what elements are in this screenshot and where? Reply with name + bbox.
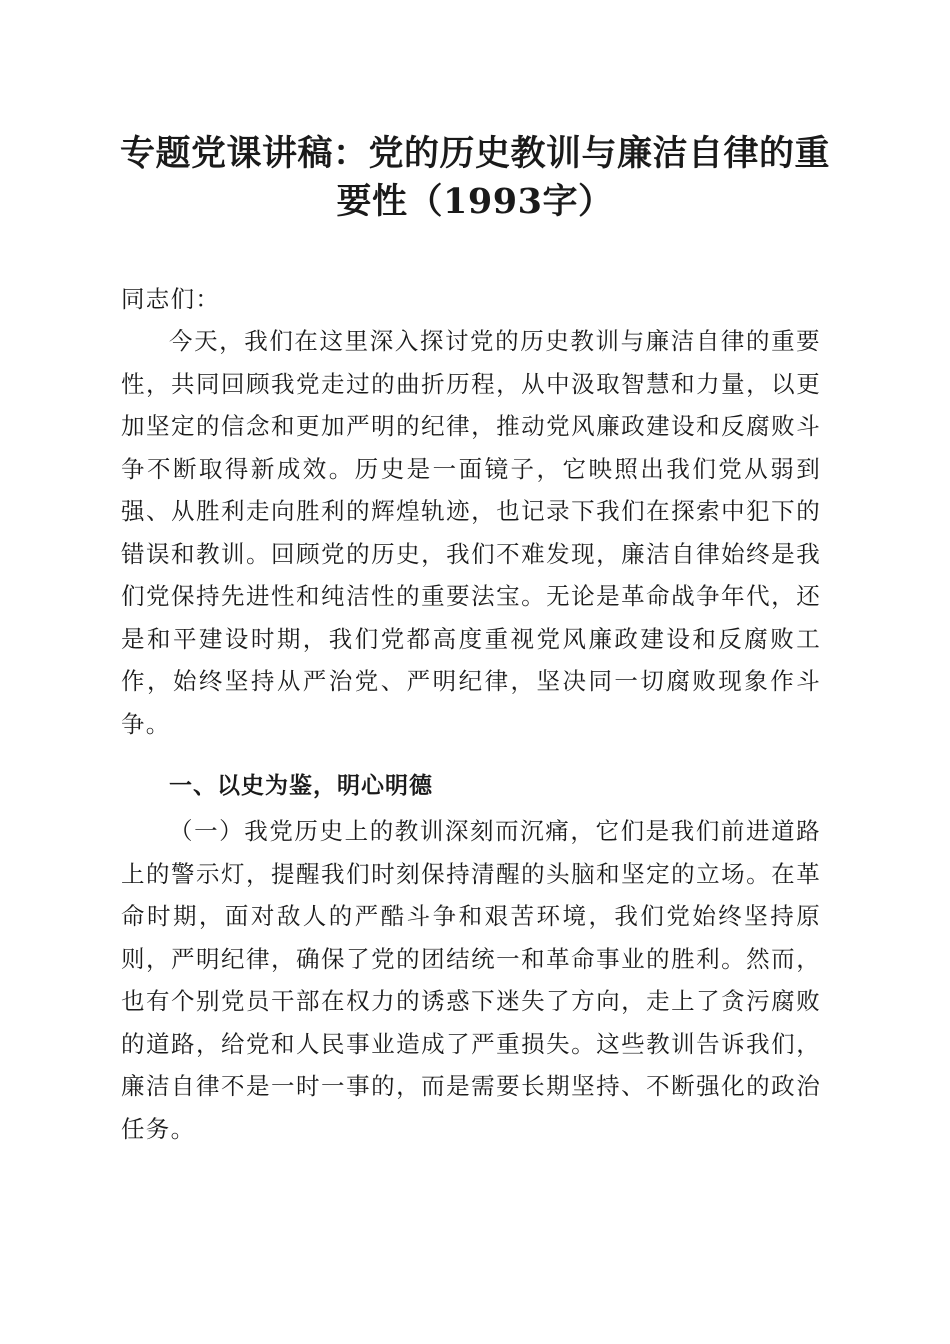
- salutation: 同志们：: [121, 285, 221, 313]
- section-heading: 一、以史为鉴，明心明德: [169, 773, 433, 799]
- intro-paragraph: 今天，我们在这里深入探讨党的历史教训与廉洁自律的重要性，共同回顾我党走过的曲折历程，从中汲取智慧和力量，以更加坚定的信念和更加严明的纪律，推动党风廉政建设和反腐败斗争不断取得新成效。历史是一面镜子，它映照出我们党从弱到强、从胜利走向胜利的辉煌轨迹，也记录下我们在探索中犯下的错误和教训。回顾党的历史，我们不难发现，廉洁自律始终是我们党保持先进性和纯洁性的重要法宝。无论是革命战争年代，还是和平建设时期，我们党都高度重视党风廉政建设和反腐败工作，始终坚持从严治党、严明纪律，坚决同一切腐败现象作斗争。: [121, 327, 821, 738]
- section-paragraph: （一）我党历史上的教训深刻而沉痛，它们是我们前进道路上的警示灯，提醒我们时刻保持清醒的头脑和坚定的立场。在革命时期，面对敌人的严酷斗争和艰苦环境，我们党始终坚持原则，严明纪律，确保了党的团结统一和革命事业的胜利。然而，也有个别党员干部在权力的诱惑下迷失了方向，走上了贪污腐败的道路，给党和人民事业造成了严重损失。这些教训告诉我们，廉洁自律不是一时一事的，而是需要长期坚持、不断强化的政治任务。: [121, 817, 821, 1143]
- document-title: 专题党课讲稿：党的历史教训与廉洁自律的重要性（1993字）: [119, 133, 830, 222]
